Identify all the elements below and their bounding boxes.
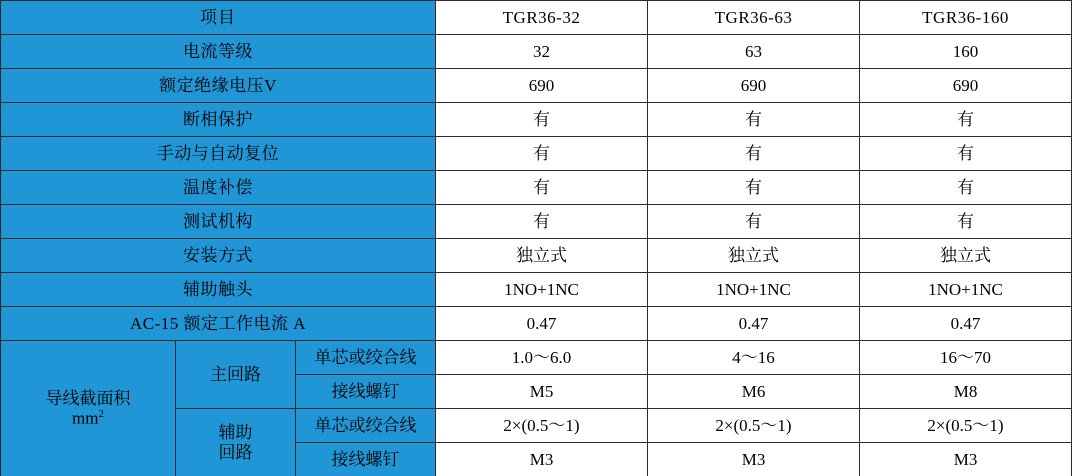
- row-value-phase-loss-protection-3: 有: [860, 103, 1072, 137]
- row-value-insulation-voltage-2: 690: [648, 69, 860, 103]
- wire-section-row: [1, 341, 1072, 375]
- row-label-manual-auto-reset: 手动与自动复位: [1, 137, 436, 171]
- row-value-test-mechanism-1: 有: [436, 205, 648, 239]
- row-value-insulation-voltage-1: 690: [436, 69, 648, 103]
- wire-group-auxiliary-circuit: [176, 409, 296, 476]
- header-model-1: TGR36-32: [436, 1, 648, 35]
- row-value-test-mechanism-3: 有: [860, 205, 1072, 239]
- wire-title-line2: mm: [72, 408, 99, 428]
- wire-value-aux-conductor-2: 2×(0.5～1): [648, 409, 860, 443]
- wire-value-main-conductor-2: 4～16: [648, 341, 860, 375]
- wire-value-aux-screw-2: M3: [648, 443, 860, 476]
- row-value-auxiliary-contacts-3: 1NO+1NC: [860, 273, 1072, 307]
- header-model-3: TGR36-160: [860, 1, 1072, 35]
- row-label-mounting-type: 安装方式: [1, 239, 436, 273]
- wire-value-aux-conductor-3: 2×(0.5～1): [860, 409, 1072, 443]
- row-value-current-rating-2: 63: [648, 35, 860, 69]
- row-value-auxiliary-contacts-1: 1NO+1NC: [436, 273, 648, 307]
- row-label-test-mechanism: 测试机构: [1, 205, 436, 239]
- row-label-phase-loss-protection: 断相保护: [1, 103, 436, 137]
- row-value-phase-loss-protection-1: 有: [436, 103, 648, 137]
- row-label-ac15-rated-current: AC-15 额定工作电流 A: [1, 307, 436, 341]
- row-value-auxiliary-contacts-2: 1NO+1NC: [648, 273, 860, 307]
- table-row: [1, 103, 1072, 137]
- wire-group-aux-line2: 回路: [218, 442, 253, 462]
- row-value-ac15-rated-current-3: 0.47: [860, 307, 1072, 341]
- wire-value-main-screw-3: M8: [860, 375, 1072, 409]
- row-value-mounting-type-1: 独立式: [436, 239, 648, 273]
- table-row: [1, 171, 1072, 205]
- row-label-insulation-voltage: 额定绝缘电压V: [1, 69, 436, 103]
- table-row: [1, 35, 1072, 69]
- row-value-phase-loss-protection-2: 有: [648, 103, 860, 137]
- wire-value-aux-conductor-1: 2×(0.5～1): [436, 409, 648, 443]
- wire-title-sup: 2: [98, 408, 104, 421]
- row-value-current-rating-3: 160: [860, 35, 1072, 69]
- row-value-manual-auto-reset-3: 有: [860, 137, 1072, 171]
- row-label-current-rating: 电流等级: [1, 35, 436, 69]
- row-value-temperature-compensation-2: 有: [648, 171, 860, 205]
- row-value-current-rating-1: 32: [436, 35, 648, 69]
- row-value-mounting-type-2: 独立式: [648, 239, 860, 273]
- row-value-manual-auto-reset-1: 有: [436, 137, 648, 171]
- wire-value-main-screw-2: M6: [648, 375, 860, 409]
- wire-row-label-main-conductor: 单芯或绞合线: [296, 341, 436, 375]
- row-value-ac15-rated-current-1: 0.47: [436, 307, 648, 341]
- table-row: [1, 273, 1072, 307]
- row-label-temperature-compensation: 温度补偿: [1, 171, 436, 205]
- wire-value-main-conductor-1: 1.0～6.0: [436, 341, 648, 375]
- row-value-temperature-compensation-3: 有: [860, 171, 1072, 205]
- table-row: [1, 69, 1072, 103]
- wire-cross-section-title: [1, 341, 176, 476]
- wire-row-label-aux-conductor: 单芯或绞合线: [296, 409, 436, 443]
- row-value-manual-auto-reset-2: 有: [648, 137, 860, 171]
- table-row: [1, 307, 1072, 341]
- wire-group-aux-line1: 辅助: [218, 422, 253, 442]
- wire-group-main-circuit: 主回路: [176, 341, 296, 409]
- wire-value-main-conductor-3: 16～70: [860, 341, 1072, 375]
- row-value-insulation-voltage-3: 690: [860, 69, 1072, 103]
- table-row: [1, 205, 1072, 239]
- table-header-row: [1, 1, 1072, 35]
- row-value-temperature-compensation-1: 有: [436, 171, 648, 205]
- table-row: [1, 239, 1072, 273]
- wire-value-aux-screw-3: M3: [860, 443, 1072, 476]
- header-item-label: 项目: [1, 1, 436, 35]
- wire-row-label-aux-screw: 接线螺钉: [296, 443, 436, 476]
- header-model-2: TGR36-63: [648, 1, 860, 35]
- row-value-ac15-rated-current-2: 0.47: [648, 307, 860, 341]
- table-row: [1, 137, 1072, 171]
- row-label-auxiliary-contacts: 辅助触头: [1, 273, 436, 307]
- wire-value-aux-screw-1: M3: [436, 443, 648, 476]
- wire-title-line1: 导线截面积: [45, 388, 131, 408]
- wire-row-label-main-screw: 接线螺钉: [296, 375, 436, 409]
- row-value-mounting-type-3: 独立式: [860, 239, 1072, 273]
- row-value-test-mechanism-2: 有: [648, 205, 860, 239]
- wire-value-main-screw-1: M5: [436, 375, 648, 409]
